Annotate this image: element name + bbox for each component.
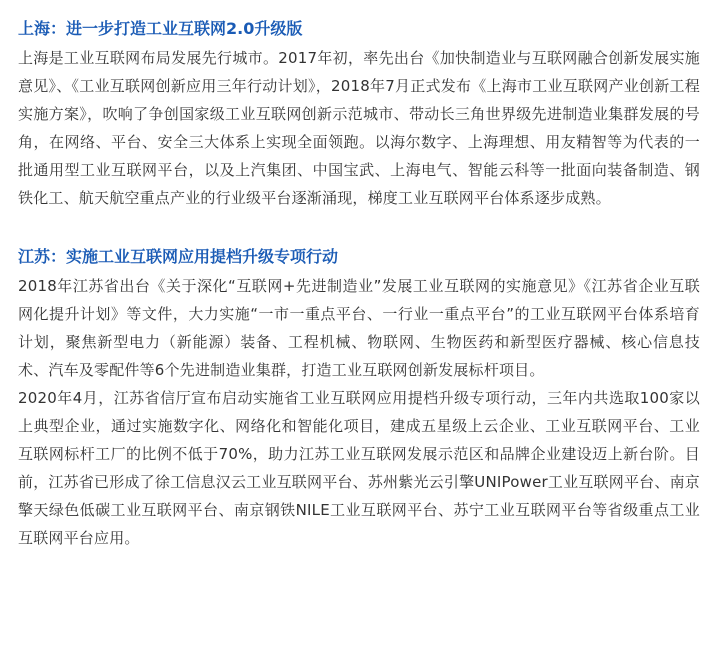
paragraph-jiangsu-2: 2020年4月，江苏省信厅宣布启动实施省工业互联网应用提档升级专项行动，三年内共选取100家以上典型企业，通过实施数字化、网络化和智能化项目，建成五星级上云企业、工业互联网平台、工业互联网标杆工厂的比例不低于70%，助力江苏工业互联网发展示范区和品牌企业建设迈上新台阶。目前，江苏省已形成了徐工信息汉云工业互联网平台、苏州紫光云引擎UNIPower工业互联网平台、南京擎天绿色低碳工业互联网平台、南京钢铁NILE工业互联网平台、苏宁工业互联网平台等省级重点工业互联网平台应用。 <box>18 389 700 547</box>
section-title-shanghai: 上海：进一步打造工业互联网2.0升级版 <box>18 19 303 38</box>
section-title-jiangsu: 江苏：实施工业互联网应用提档升级专项行动 <box>18 247 339 266</box>
section-shanghai <box>18 14 700 212</box>
paragraph-jiangsu-1: 2018年江苏省出台《关于深化“互联网+先进制造业”发展工业互联网的实施意见》《江苏省企业互联网化提升计划》等文件，大力实施“一市一重点平台、一行业一重点平台”的工业互联网平台体系培育计划，聚焦新型电力（新能源）装备、工程机械、物联网、生物医药和新型医疗器械、核心信息技术、汽车及零配件等6个先进制造业集群，打造工业互联网创新发展标杆项目。 <box>18 277 700 379</box>
section-jiangsu <box>18 242 700 552</box>
paragraph-shanghai: 上海是工业互联网布局发展先行城市。2017年初，率先出台《加快制造业与互联网融合创新发展实施意见》、《工业互联网创新应用三年行动计划》，2018年7月正式发布《上海市工业互联网产业创新工程实施方案》，吹响了争创国家级工业互联网创新示范城市、带动长三角世界级先进制造业集群发展的号角，在网络、平台、安全三大体系上实现全面领跑。以海尔数字、上海理想、用友精智等为代表的一批通用型工业互联网平台，以及上汽集团、中国宝武、上海电气、智能云科等一批面向装备制造、钢铁化工、航天航空重点产业的行业级平台逐渐涌现，梯度工业互联网平台体系逐步成熟。 <box>18 49 700 207</box>
